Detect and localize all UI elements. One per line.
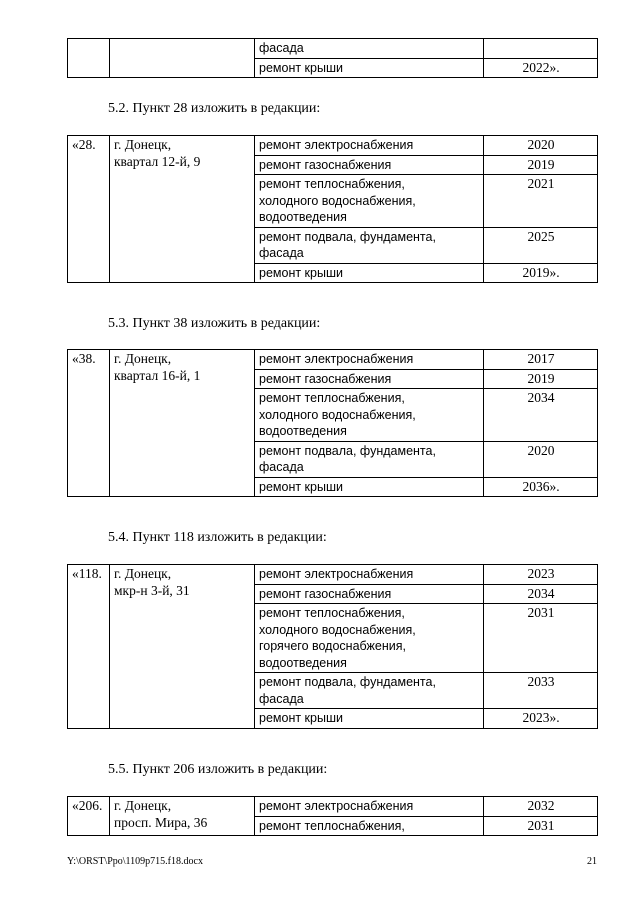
item-number-cell xyxy=(68,350,110,497)
work-type-line: фасада xyxy=(259,41,304,55)
address-cell xyxy=(110,797,255,836)
work-type-line: ремонт подвала, фундамента, xyxy=(259,675,436,689)
work-type-cell xyxy=(255,565,484,585)
address-cell xyxy=(110,565,255,729)
address-cell xyxy=(110,39,255,78)
year-cell: 2020 xyxy=(484,441,598,477)
paragraph-5-3: 5.3. Пункт 38 изложить в редакции: xyxy=(108,316,321,331)
item-number: «118. xyxy=(72,566,102,581)
year-cell: 2034 xyxy=(484,389,598,442)
work-type-cell xyxy=(255,709,484,729)
year-cell: 2031 xyxy=(484,604,598,673)
work-type-cell xyxy=(255,263,484,283)
address-line: просп. Мира, 36 xyxy=(114,814,208,830)
paragraph-5-4: 5.4. Пункт 118 изложить в редакции: xyxy=(108,530,327,545)
item-number: «28. xyxy=(72,137,96,152)
work-type-cell xyxy=(255,797,484,817)
address-line: г. Донецк, xyxy=(114,798,172,813)
work-type-cell xyxy=(255,155,484,175)
item-number-cell xyxy=(68,136,110,283)
works-table-item-118 xyxy=(67,564,598,729)
item-number: «206. xyxy=(72,798,103,813)
year-cell: 2020 xyxy=(484,136,598,156)
works-table-item-206 xyxy=(67,796,598,836)
work-type-line: ремонт электроснабжения xyxy=(259,352,414,366)
work-type-cell xyxy=(255,369,484,389)
work-type-line: ремонт крыши xyxy=(259,265,343,280)
year-cell: 2031 xyxy=(484,816,598,836)
work-type-line: ремонт подвала, фундамента, xyxy=(259,443,436,458)
year-cell: 2023 xyxy=(484,565,598,585)
item-number-cell xyxy=(68,565,110,729)
work-type-line: ремонт крыши xyxy=(259,479,343,494)
work-type-line: ремонт электроснабжения xyxy=(259,799,414,813)
year-cell: 2019». xyxy=(484,263,598,283)
address-line: квартал 12-й, 9 xyxy=(114,153,201,169)
work-type-line: ремонт теплоснабжения, xyxy=(259,818,405,833)
work-type-line: ремонт теплоснабжения, xyxy=(259,606,405,620)
address-cell xyxy=(110,136,255,283)
address-cell xyxy=(110,350,255,497)
table-row xyxy=(68,565,598,585)
paragraph-5-2: 5.2. Пункт 28 изложить в редакции: xyxy=(108,101,321,116)
year-cell: 2021 xyxy=(484,175,598,228)
work-type-line: водоотведения xyxy=(259,424,347,438)
work-type-cell xyxy=(255,673,484,709)
work-type-cell xyxy=(255,39,484,59)
work-type-cell xyxy=(255,227,484,263)
work-type-cell xyxy=(255,350,484,370)
table-row xyxy=(68,39,598,59)
work-type-cell xyxy=(255,477,484,497)
work-type-line: ремонт крыши xyxy=(259,60,343,75)
footer-page-number: 21 xyxy=(587,856,597,867)
year-cell: 2036». xyxy=(484,477,598,497)
work-type-line: водоотведения xyxy=(259,210,347,224)
work-type-line: фасада xyxy=(259,246,304,260)
work-type-line: холодного водоснабжения, xyxy=(259,622,416,637)
work-type-line: холодного водоснабжения, xyxy=(259,193,416,208)
work-type-line: фасада xyxy=(259,460,304,474)
item-number: «38. xyxy=(72,351,96,366)
work-type-line: горячего водоснабжения, xyxy=(259,639,406,653)
work-type-cell xyxy=(255,136,484,156)
work-type-cell xyxy=(255,441,484,477)
work-type-cell xyxy=(255,58,484,78)
work-type-line: ремонт теплоснабжения, xyxy=(259,391,405,405)
work-type-line: водоотведения xyxy=(259,655,347,670)
address-line: г. Донецк, xyxy=(114,351,172,366)
table-row xyxy=(68,136,598,156)
work-type-line: ремонт газоснабжения xyxy=(259,157,392,172)
year-cell: 2022». xyxy=(484,58,598,78)
work-type-cell xyxy=(255,604,484,673)
work-type-line: ремонт электроснабжения xyxy=(259,138,414,152)
year-cell: 2019 xyxy=(484,369,598,389)
year-cell: 2034 xyxy=(484,584,598,604)
work-type-line: фасада xyxy=(259,691,304,706)
table-row xyxy=(68,797,598,817)
work-type-line: ремонт газоснабжения xyxy=(259,586,392,601)
works-table-continuation xyxy=(67,38,598,78)
address-line: г. Донецк, xyxy=(114,137,172,152)
footer-file-path: Y:\ORST\Ppo\1109p715.f18.docx xyxy=(67,856,203,867)
year-cell: 2023». xyxy=(484,709,598,729)
work-type-cell xyxy=(255,584,484,604)
year-cell xyxy=(484,39,598,59)
address-line: г. Донецк, xyxy=(114,566,172,581)
year-cell: 2025 xyxy=(484,227,598,263)
work-type-line: холодного водоснабжения, xyxy=(259,407,416,422)
paragraph-5-5: 5.5. Пункт 206 изложить в редакции: xyxy=(108,762,328,777)
item-number-cell xyxy=(68,39,110,78)
item-number-cell xyxy=(68,797,110,836)
work-type-line: ремонт подвала, фундамента, xyxy=(259,229,436,244)
work-type-line: ремонт газоснабжения xyxy=(259,371,392,386)
address-line: мкр-н 3-й, 31 xyxy=(114,582,190,598)
year-cell: 2032 xyxy=(484,797,598,817)
work-type-cell xyxy=(255,175,484,228)
table-row xyxy=(68,350,598,370)
works-table-item-28 xyxy=(67,135,598,283)
work-type-line: ремонт крыши xyxy=(259,711,343,725)
year-cell: 2017 xyxy=(484,350,598,370)
work-type-cell xyxy=(255,816,484,836)
works-table-item-38 xyxy=(67,349,598,497)
work-type-cell xyxy=(255,389,484,442)
work-type-line: ремонт теплоснабжения, xyxy=(259,177,405,191)
year-cell: 2033 xyxy=(484,673,598,709)
work-type-line: ремонт электроснабжения xyxy=(259,567,414,581)
year-cell: 2019 xyxy=(484,155,598,175)
address-line: квартал 16-й, 1 xyxy=(114,367,201,383)
